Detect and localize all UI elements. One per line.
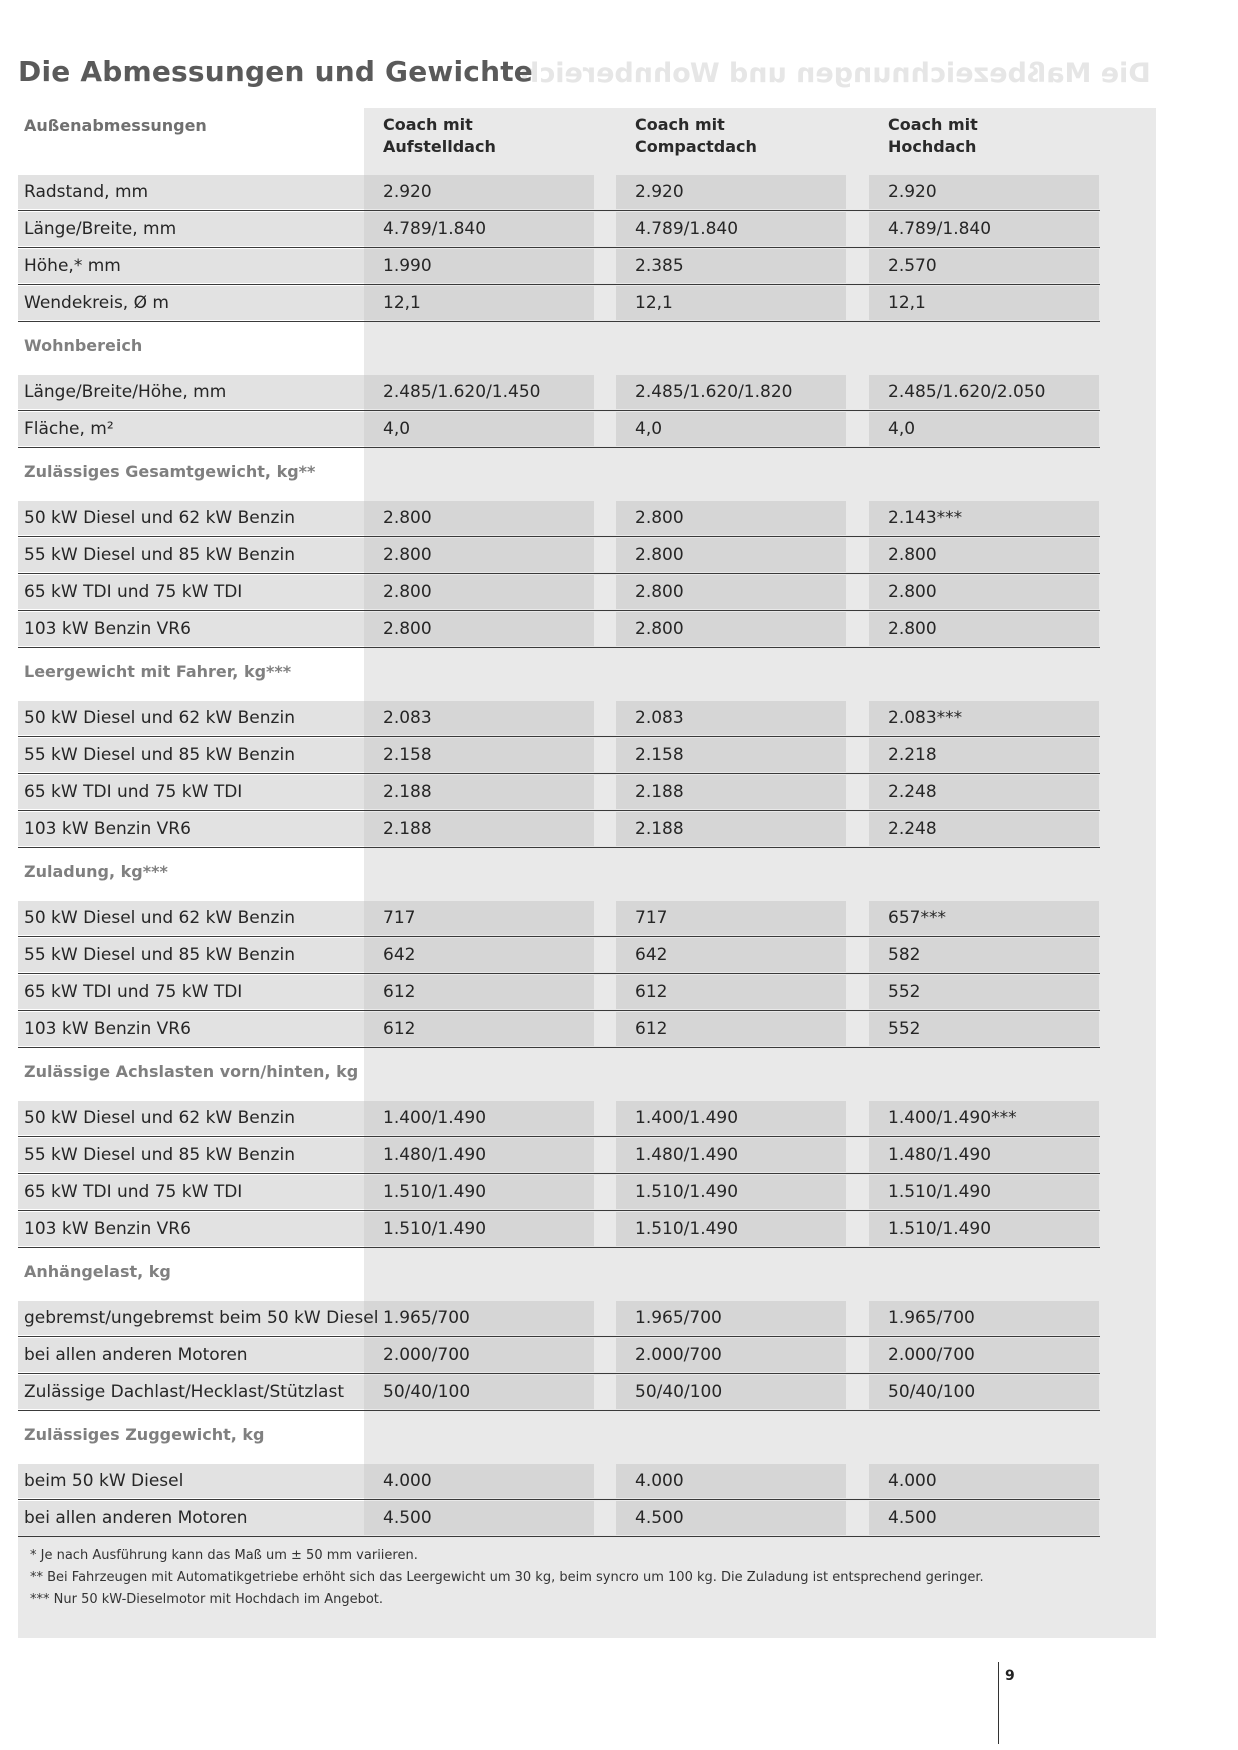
row-value: 2.800 (635, 619, 684, 639)
row-value: 1.510/1.490 (635, 1219, 739, 1239)
row-label: 103 kW Benzin VR6 (24, 819, 191, 839)
row-value: 4,0 (888, 419, 916, 439)
footnote: * Je nach Ausführung kann das Maß um ± 50 mm variieren. (30, 1548, 418, 1563)
row-value: 4.789/1.840 (635, 219, 739, 239)
row-value: 1.965/700 (635, 1308, 722, 1328)
footnotes (30, 1545, 1130, 1611)
row-value: 552 (888, 982, 921, 1002)
page-number: 9 (1005, 1668, 1015, 1684)
section-title: Leergewicht mit Fahrer, kg*** (24, 662, 292, 681)
row-label: 103 kW Benzin VR6 (24, 1019, 191, 1039)
row-label: 65 kW TDI und 75 kW TDI (24, 982, 243, 1002)
row-value: 2.248 (888, 819, 937, 839)
row-value: 4.000 (635, 1471, 684, 1491)
row-value: 1.965/700 (888, 1308, 975, 1328)
table-row (18, 1174, 1100, 1211)
row-value: 2.000/700 (383, 1345, 470, 1365)
row-value: 717 (635, 908, 668, 928)
table-row (18, 211, 1100, 248)
column-header-line: Compactdach (635, 137, 757, 156)
row-value: 2.143*** (888, 508, 963, 528)
row-label: Länge/Breite/Höhe, mm (24, 382, 227, 402)
row-value: 1.480/1.490 (383, 1145, 487, 1165)
table-row (18, 1337, 1100, 1374)
section-heading (18, 448, 1100, 500)
column-header-hochdach (888, 114, 1118, 158)
table-row (18, 974, 1100, 1011)
row-value: 2.485/1.620/2.050 (888, 382, 1046, 402)
row-value: 12,1 (383, 293, 421, 313)
row-value: 1.510/1.490 (635, 1182, 739, 1202)
section-heading (18, 1248, 1100, 1300)
row-value: 2.188 (635, 782, 684, 802)
column-header-compactdach (635, 114, 865, 158)
row-value: 4,0 (383, 419, 411, 439)
row-value: 50/40/100 (888, 1382, 976, 1402)
row-value: 1.480/1.490 (888, 1145, 992, 1165)
column-header-line: Coach mit (383, 115, 473, 134)
section-title: Anhängelast, kg (24, 1262, 171, 1281)
mirrored-bleed-through-text: Die Maßbezeichnungen und Wohnbereich (520, 58, 1151, 89)
table-row (18, 248, 1100, 285)
table-row (18, 700, 1100, 737)
row-value: 2.158 (383, 745, 432, 765)
row-value: 1.400/1.490 (383, 1108, 487, 1128)
table-row (18, 900, 1100, 937)
table-row (18, 774, 1100, 811)
section-title: Zulässiges Zuggewicht, kg (24, 1425, 265, 1444)
row-value: 4.789/1.840 (888, 219, 992, 239)
row-value: 2.920 (888, 182, 937, 202)
row-value: 4.500 (888, 1508, 937, 1528)
table-row (18, 574, 1100, 611)
row-label: beim 50 kW Diesel (24, 1471, 184, 1491)
row-value: 2.800 (635, 582, 684, 602)
row-label: 65 kW TDI und 75 kW TDI (24, 1182, 243, 1202)
page-number-rule (998, 1662, 999, 1744)
section-heading (18, 322, 1100, 374)
row-value: 2.485/1.620/1.450 (383, 382, 541, 402)
row-label: bei allen anderen Motoren (24, 1508, 248, 1528)
table-row (18, 285, 1100, 322)
row-value: 12,1 (635, 293, 673, 313)
row-value: 2.570 (888, 256, 937, 276)
row-label: 55 kW Diesel und 85 kW Benzin (24, 945, 295, 965)
row-value: 4.500 (635, 1508, 684, 1528)
section-heading (18, 648, 1100, 700)
table-row (18, 537, 1100, 574)
table-body (18, 174, 1100, 1537)
row-value: 2.158 (635, 745, 684, 765)
row-value: 2.800 (383, 582, 432, 602)
row-value: 612 (635, 982, 668, 1002)
row-value: 2.800 (888, 545, 937, 565)
table-row (18, 937, 1100, 974)
row-value: 1.400/1.490*** (888, 1108, 1017, 1128)
table-row (18, 811, 1100, 848)
row-label: Wendekreis, Ø m (24, 293, 169, 313)
row-value: 2.000/700 (888, 1345, 975, 1365)
row-value: 2.800 (888, 582, 937, 602)
row-value: 2.083 (635, 708, 684, 728)
row-value: 2.248 (888, 782, 937, 802)
row-value: 50/40/100 (635, 1382, 723, 1402)
table-row (18, 1137, 1100, 1174)
row-value: 2.920 (635, 182, 684, 202)
row-value: 1.400/1.490 (635, 1108, 739, 1128)
row-value: 657*** (888, 908, 946, 928)
column-header-line: Coach mit (635, 115, 725, 134)
column-header-line: Aufstelldach (383, 137, 496, 156)
section-heading (18, 848, 1100, 900)
table-row (18, 1500, 1100, 1537)
row-value: 1.990 (383, 256, 432, 276)
row-value: 1.510/1.490 (888, 1219, 992, 1239)
row-label: 55 kW Diesel und 85 kW Benzin (24, 545, 295, 565)
row-value: 12,1 (888, 293, 926, 313)
specifications-table (18, 108, 1100, 1537)
row-value: 612 (635, 1019, 668, 1039)
row-value: 717 (383, 908, 416, 928)
row-label: 65 kW TDI und 75 kW TDI (24, 782, 243, 802)
row-value: 642 (383, 945, 416, 965)
row-value: 1.510/1.490 (888, 1182, 992, 1202)
row-value: 1.480/1.490 (635, 1145, 739, 1165)
row-value: 2.800 (383, 508, 432, 528)
row-value: 1.510/1.490 (383, 1182, 487, 1202)
row-value: 552 (888, 1019, 921, 1039)
table-row (18, 1463, 1100, 1500)
column-header-aufstelldach (383, 114, 613, 158)
footnote: *** Nur 50 kW-Dieselmotor mit Hochdach im Angebot. (30, 1592, 384, 1607)
table-row (18, 1300, 1100, 1337)
page-title: Die Abmessungen und Gewichte (18, 55, 533, 88)
row-value: 2.920 (383, 182, 432, 202)
table-row (18, 500, 1100, 537)
row-value: 582 (888, 945, 921, 965)
table-row (18, 1374, 1100, 1411)
row-label: Fläche, m² (24, 419, 114, 439)
section-title: Zuladung, kg*** (24, 862, 168, 881)
table-row (18, 611, 1100, 648)
row-label: 55 kW Diesel und 85 kW Benzin (24, 1145, 295, 1165)
row-label: Länge/Breite, mm (24, 219, 177, 239)
row-value: 2.800 (383, 545, 432, 565)
table-header (18, 108, 1100, 174)
row-value: 612 (383, 982, 416, 1002)
row-value: 2.188 (635, 819, 684, 839)
row-value: 2.083 (383, 708, 432, 728)
section-title: Wohnbereich (24, 336, 143, 355)
column-header-line: Coach mit (888, 115, 978, 134)
row-label: 103 kW Benzin VR6 (24, 1219, 191, 1239)
row-value: 2.800 (383, 619, 432, 639)
row-value: 2.385 (635, 256, 684, 276)
section-title: Zulässiges Gesamtgewicht, kg** (24, 462, 316, 481)
row-label: 50 kW Diesel und 62 kW Benzin (24, 708, 295, 728)
section-heading (18, 1048, 1100, 1100)
row-label: 50 kW Diesel und 62 kW Benzin (24, 1108, 295, 1128)
row-value: 2.800 (635, 545, 684, 565)
row-value: 2.800 (888, 619, 937, 639)
row-value: 642 (635, 945, 668, 965)
row-value: 2.083*** (888, 708, 963, 728)
row-label: 50 kW Diesel und 62 kW Benzin (24, 908, 295, 928)
row-value: 2.000/700 (635, 1345, 722, 1365)
row-label: Radstand, mm (24, 182, 149, 202)
row-value: 2.800 (635, 508, 684, 528)
row-value: 50/40/100 (383, 1382, 471, 1402)
row-label: Höhe,* mm (24, 256, 121, 276)
table-row (18, 1100, 1100, 1137)
row-value: 2.485/1.620/1.820 (635, 382, 793, 402)
row-label: 50 kW Diesel und 62 kW Benzin (24, 508, 295, 528)
table-row (18, 411, 1100, 448)
row-value: 1.965/700 (383, 1308, 470, 1328)
row-label: 65 kW TDI und 75 kW TDI (24, 582, 243, 602)
row-label: 55 kW Diesel und 85 kW Benzin (24, 745, 295, 765)
row-value: 4.000 (888, 1471, 937, 1491)
row-value: 2.218 (888, 745, 937, 765)
section-heading (18, 1411, 1100, 1463)
row-label: Zulässige Dachlast/Hecklast/Stützlast (24, 1382, 344, 1402)
row-value: 4.500 (383, 1508, 432, 1528)
row-value: 1.510/1.490 (383, 1219, 487, 1239)
row-value: 4.789/1.840 (383, 219, 487, 239)
column-header-line: Hochdach (888, 137, 977, 156)
table-row (18, 1011, 1100, 1048)
row-value: 2.188 (383, 782, 432, 802)
table-row (18, 174, 1100, 211)
row-label: bei allen anderen Motoren (24, 1345, 248, 1365)
row-value: 4,0 (635, 419, 663, 439)
footnote: ** Bei Fahrzeugen mit Automatikgetriebe erhöht sich das Leergewicht um 30 kg, beim syncro um 100 kg. Die Zuladung ist entsprechend geringer. (30, 1570, 984, 1585)
section-title: Zulässige Achslasten vorn/hinten, kg (24, 1062, 359, 1081)
row-label: gebremst/ungebremst beim 50 kW Diesel (24, 1308, 379, 1328)
header-label: Außenabmessungen (24, 116, 207, 135)
row-value: 2.188 (383, 819, 432, 839)
table-row (18, 737, 1100, 774)
table-row (18, 374, 1100, 411)
table-row (18, 1211, 1100, 1248)
row-label: 103 kW Benzin VR6 (24, 619, 191, 639)
row-value: 612 (383, 1019, 416, 1039)
row-value: 4.000 (383, 1471, 432, 1491)
